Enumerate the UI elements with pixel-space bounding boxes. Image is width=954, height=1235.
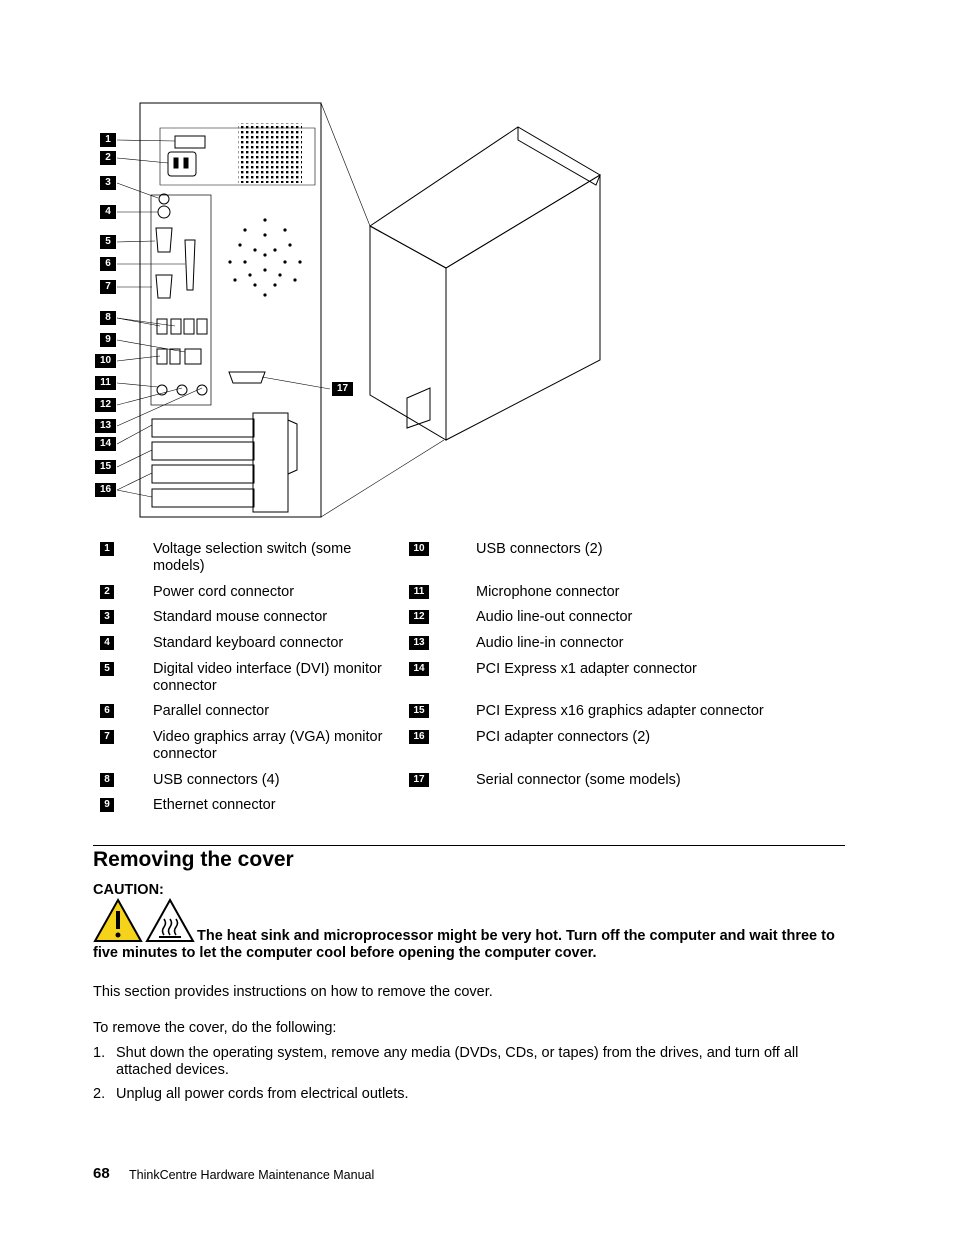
callout-4: 4 bbox=[100, 205, 116, 219]
legend-description: Digital video interface (DVI) monitor connector bbox=[153, 661, 382, 694]
dvi-port bbox=[156, 228, 172, 252]
legend-number-8: 8 bbox=[100, 773, 114, 787]
rear-connectors-figure bbox=[0, 0, 954, 530]
legend-number-1: 1 bbox=[100, 542, 114, 556]
legend-number-14: 14 bbox=[409, 662, 429, 676]
section-title: Removing the cover bbox=[93, 848, 294, 871]
legend-description: Standard keyboard connector bbox=[153, 635, 344, 651]
legend-description: Voltage selection switch (some models) bbox=[153, 541, 352, 574]
callout-5: 5 bbox=[100, 235, 116, 249]
tower-back bbox=[370, 226, 446, 440]
legend-description: Microphone connector bbox=[476, 584, 620, 600]
manual-title: ThinkCentre Hardware Maintenance Manual bbox=[129, 1168, 375, 1182]
callout-16: 16 bbox=[95, 483, 116, 497]
callout-8: 8 bbox=[100, 311, 116, 325]
line-in-jack bbox=[197, 385, 207, 395]
legend-number-2: 2 bbox=[100, 585, 114, 599]
callout-3: 3 bbox=[100, 176, 116, 190]
legend-description: Power cord connector bbox=[153, 584, 295, 600]
serial-port bbox=[229, 372, 265, 383]
legend-number-11: 11 bbox=[409, 585, 429, 599]
legend-description: Audio line-out connector bbox=[476, 609, 633, 625]
ethernet-port bbox=[185, 349, 201, 364]
line-out-jack bbox=[177, 385, 187, 395]
legend-number-12: 12 bbox=[409, 610, 429, 624]
voltage-switch bbox=[175, 136, 205, 148]
caution-label: CAUTION: bbox=[93, 882, 164, 898]
parallel-port bbox=[185, 240, 195, 290]
usb-port bbox=[157, 319, 167, 334]
callout-17: 17 bbox=[332, 382, 353, 396]
legend-number-9: 9 bbox=[100, 798, 114, 812]
callout-11: 11 bbox=[95, 376, 116, 390]
lead-text: To remove the cover, do the following: bbox=[93, 1020, 337, 1036]
legend-description: USB connectors (4) bbox=[153, 772, 280, 788]
callout-6: 6 bbox=[100, 257, 116, 271]
section-rule bbox=[93, 845, 845, 846]
legend-description: Parallel connector bbox=[153, 703, 270, 719]
psu-vent bbox=[238, 123, 302, 183]
legend-description: USB connectors (2) bbox=[476, 541, 603, 557]
callout-12: 12 bbox=[95, 398, 116, 412]
intro-text: This section provides instructions on how to remove the cover. bbox=[93, 984, 493, 1000]
tower-side bbox=[446, 175, 600, 440]
legend-description: Audio line-in connector bbox=[476, 635, 624, 651]
legend-number-6: 6 bbox=[100, 704, 114, 718]
fan-grille bbox=[228, 218, 301, 296]
tower-top bbox=[370, 127, 600, 268]
callout-14: 14 bbox=[95, 437, 116, 451]
power-connector bbox=[168, 152, 196, 176]
legend-number-3: 3 bbox=[100, 610, 114, 624]
legend-number-7: 7 bbox=[100, 730, 114, 744]
legend-description: PCI adapter connectors (2) bbox=[476, 729, 651, 745]
callout-2: 2 bbox=[100, 151, 116, 165]
callout-15: 15 bbox=[95, 460, 116, 474]
callout-13: 13 bbox=[95, 419, 116, 433]
legend-description: PCI Express x1 adapter connector bbox=[476, 661, 697, 677]
callout-7: 7 bbox=[100, 280, 116, 294]
callout-10: 10 bbox=[95, 354, 116, 368]
legend-number-10: 10 bbox=[409, 542, 429, 556]
legend-description: Standard mouse connector bbox=[153, 609, 328, 625]
callout-9: 9 bbox=[100, 333, 116, 347]
legend-description: Ethernet connector bbox=[153, 797, 276, 813]
vga-port bbox=[156, 275, 172, 298]
legend-description: Serial connector (some models) bbox=[476, 772, 681, 788]
legend-description: Video graphics array (VGA) monitor connector bbox=[153, 729, 383, 762]
legend-number-13: 13 bbox=[409, 636, 429, 650]
pci-slot bbox=[152, 419, 254, 437]
legend-description: PCI Express x16 graphics adapter connector bbox=[476, 703, 764, 719]
callout-1: 1 bbox=[100, 133, 116, 147]
legend-number-17: 17 bbox=[409, 773, 429, 787]
warning-text: The heat sink and microprocessor might be very hot. Turn off the computer and wait three to five minutes to let the computer cool before opening the computer cover. bbox=[93, 928, 835, 961]
legend-number-4: 4 bbox=[100, 636, 114, 650]
page-number: 68 bbox=[93, 1165, 110, 1182]
legend-number-16: 16 bbox=[409, 730, 429, 744]
legend-number-15: 15 bbox=[409, 704, 429, 718]
ps2-port bbox=[158, 206, 170, 218]
legend-number-5: 5 bbox=[100, 662, 114, 676]
